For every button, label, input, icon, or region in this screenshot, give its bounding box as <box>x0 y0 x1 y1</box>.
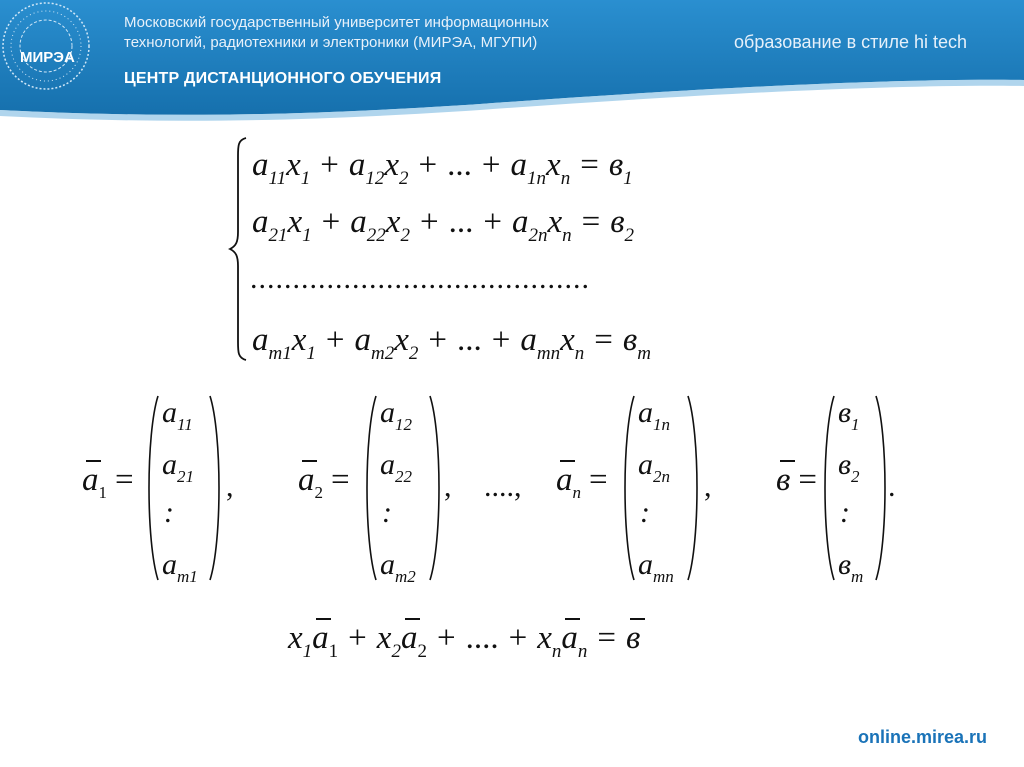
vector-n-entry-4: $a_{mn}$ <box>638 548 674 586</box>
footer-url-link[interactable]: online.mirea.ru <box>858 727 988 747</box>
equation-dots-row: ........................................ <box>250 262 590 295</box>
vector-b-entry-1: $в_1$ <box>838 396 860 434</box>
center-name: ЦЕНТР ДИСТАНЦИОННОГО ОБУЧЕНИЯ <box>124 70 442 87</box>
header-band <box>0 0 1024 122</box>
vector-n-entry-3: : <box>640 496 650 529</box>
vector-1-right-paren <box>208 394 222 582</box>
left-brace <box>228 136 250 362</box>
mirea-logo-icon <box>0 0 92 92</box>
vector-2-left-paren <box>364 394 378 582</box>
vector-1-entry-4: $a_{m1}$ <box>162 548 198 586</box>
vector-2-comma: , <box>444 470 452 503</box>
vector-2-label: $a_2$ = <box>298 462 350 502</box>
vector-1-comma: , <box>226 470 234 503</box>
vector-b-left-paren <box>822 394 836 582</box>
vector-n-entry-1: $a_{1n}$ <box>638 396 670 434</box>
equation-row-1: $a_{11}x_1 + a_{12}x_2$ + ... + $a_{1n}x_n = в_1$ <box>252 147 633 189</box>
vector-b-entry-2: $в_2$ <box>838 448 860 486</box>
vector-n-label: $a_n$ = <box>556 462 608 502</box>
university-name <box>124 13 644 53</box>
university-line-1: Московский государственный университет информационных <box>124 14 549 31</box>
vector-b-entry-4: $в_m$ <box>838 548 864 586</box>
slogan: образование в стиле hi tech <box>734 32 967 52</box>
vector-equation: $x_1a_1 + x_2a_2$ + .... + $x_na_n = в$ <box>288 620 641 662</box>
university-line-2: технологий, радиотехники и электроники (МИРЭА, МГУПИ) <box>124 34 538 51</box>
vector-2-entry-2: $a_{22}$ <box>380 448 412 486</box>
vector-b-label: в = <box>776 462 817 498</box>
vector-n-comma: , <box>704 470 712 503</box>
vectors-ellipsis: ...., <box>484 470 522 503</box>
vector-1-label: $a_1$ = <box>82 462 134 502</box>
vector-2-right-paren <box>428 394 442 582</box>
vector-b-right-paren <box>874 394 888 582</box>
vector-n-left-paren <box>622 394 636 582</box>
vector-1-entry-3: : <box>164 496 174 529</box>
vector-n-entry-2: $a_{2n}$ <box>638 448 670 486</box>
vector-1-left-paren <box>146 394 160 582</box>
vector-n-right-paren <box>686 394 700 582</box>
vector-2-entry-4: $a_{m2}$ <box>380 548 416 586</box>
vector-b-entry-3: : <box>840 496 850 529</box>
equation-row-m: $a_{m1}x_1 + a_{m2}x_2$ + ... + $a_{mn}x_n = в_m$ <box>252 322 651 364</box>
equation-row-2: $a_{21}x_1 + a_{22}x_2$ + ... + $a_{2n}x_n = в_2$ <box>252 204 635 246</box>
vector-1-entry-1: $a_{11}$ <box>162 396 193 434</box>
vector-2-entry-1: $a_{12}$ <box>380 396 412 434</box>
vector-b-period: . <box>888 470 896 503</box>
vector-1-entry-2: $a_{21}$ <box>162 448 194 486</box>
vector-2-entry-3: : <box>382 496 392 529</box>
svg-text:МИРЭА: МИРЭА <box>20 49 75 66</box>
